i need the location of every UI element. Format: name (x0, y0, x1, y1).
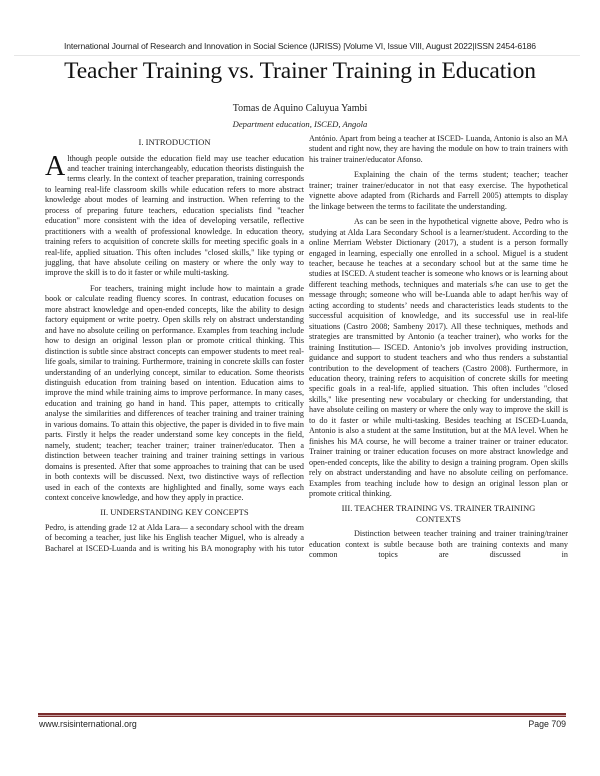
section-heading-contexts (309, 503, 568, 524)
intro-paragraph-2: For teachers, training might include how to maintain a grade book or calculate reading fluency scores. In contrast, education focuses on more abstract knowledge and open-ended concepts, like the ability to design factory equipment or write poetry. Open skills rely on abstract understanding and have no absolute ceiling on performance. Examples from teaching include how to design an original lesson plan or promote critical thinking. This distinction is subtle since abstract concepts can empower students to meet real-life goals, similar to training. Furthermore, training in concrete skills can foster understanding of an underlying concept, similar to education. Some theorists distinguish education from training based on intention. Education aims to improve the mind while training aims to improve performance. In many cases, education and training go hand in hand. This paper, attempts to critically analyse the similarities and differences of teacher training and trainer training in various domains. To attain this objective, the paper is divided in to five main parts. Firstly it helps the reader understand some key concepts in the field, namely, student; teacher; teacher trainer; trainer trainer/educator. Then a distinction between teacher training and trainer training settings in various domains is presented. After that some approaches to training that can be used in both contexts will be discussed. Next, two distinctive ways of reflection used in each of the contexts are highlighted and finally, some ways each context conceive knowledge, and how they apply in practice. (45, 283, 304, 502)
key-concepts-paragraph-3: As can be seen in the hypothetical vignette above, Pedro who is studying at Alda Lara Secondary School is a learner/student. According to the online Merriam Webster Dictionary (2017), a student is a person formally engaged in learning, especially one enrolled in a school. Miguel is a student teacher, because he teaches at a secondary school but at the same time he studies at ISCED. A student teacher is someone who knows or is learning about different teaching methods, techniques and materials s/he can use to get the message through; someone who will be-Luanda able to adapt her/his way of acting according to students’ needs and characteristics leads students to the successful acquisition of knowledge, and its successful use in real-life situations (Castro 2008; Sambeny 2017). All these techniques, methods and strategies are transmitted by Antonio (a teacher trainer), who works for the training Institution— ISCED. Antonio’s job involves providing instruction, guidance and support to student teachers and who thus renders a substantial contribution to the development of teachers (Castro 2008). Furthermore, in education theory, training refers to acquisition of concrete skills for meeting specific goals in a real-life, applied situation. This often includes "closed skills," like presenting new vocabulary or checking for understanding, that have absolute ceiling on mastery or where the only way to improve the skill is to do it faster or while multi-tasking. Besides teaching at ISCED-Luanda, Antonio is also a student at the same Institution, but at the MA level. When he finishes his MA course, he will become a trainer trainer or trainer educator. Trainer training or trainer education focuses on more abstract knowledge and open-ended concepts, like the ability to design a training program. Open skills rely on abstract understanding and have no absolute ceiling on perfomance. Examples from teaching include how to design an original lesson plan or promote critical thinking. (309, 217, 568, 498)
key-concepts-paragraph-1: Pedro, is attending grade 12 at Alda Lara— a secondary school with the dream of becoming a teacher, just like his English teacher Miguel, who is already a Bacharel at ISCED-Luanda and is writing his BA monography with his tutor (45, 522, 304, 553)
author-name: Tomas de Aquino Caluyua Yambi (232, 103, 368, 114)
section-heading-contexts-line-1: III. TEACHER TRAINING VS. TRAINER TRAINING (341, 503, 536, 514)
author-affiliation: Department education, ISCED, Angola (232, 119, 368, 129)
section-heading-key-concepts: II. UNDERSTANDING KEY CONCEPTS (100, 507, 249, 518)
contexts-paragraph-1: Distinction between teacher training and trainer training/trainer education context is subtle because both are training contexts and many common topics are discussed in (309, 529, 568, 560)
header-divider (14, 55, 580, 56)
intro-paragraph-1-text: lthough people outside the education field may use teacher education and teacher training interchangeably, education theorists distinguish the terms clearly. In the context of teacher preparation, training corresponds to learning real-life classroom skills while education refers to more abstract knowledge about modes of learning and instruction. When referring to the process of preparing future teachers, education specialists find "teacher education" more consistent with the idea of developing versatile, reflective practitioners with a wealth of professional knowledge. In education theory, training refers to acquisition of concrete skills for meeting specific goals in a real-life, applied situation. This often includes "closed skills," like typing or juggling, that have absolute ceiling on mastery or where the only way to improve the skill is to do it faster or while multi-tasking. (45, 153, 304, 278)
paper-title: Teacher Training vs. Trainer Training in Education (64, 58, 536, 84)
section-heading-introduction: I. INTRODUCTION (138, 137, 211, 147)
running-header: International Journal of Research and Innovation in Social Science (IJRISS) |Volume VI, Issue VIII, August 2022|ISSN 2454-6186 (64, 41, 536, 51)
intro-paragraph-1 (45, 150, 304, 279)
key-concepts-paragraph-1-continued: António. Apart from being a teacher at ISCED- Luanda, Antonio is also an MA student and right now, they are having the module on how to train trainers with his trainer trainer/educator Afonso. (309, 134, 568, 164)
section-heading-contexts-line-2: CONTEXTS (416, 513, 461, 524)
key-concepts-paragraph-2: Explaining the chain of the terms student; teacher; teacher trainer; trainer trainer/educator in not that easy exercise. The hypothetical vignette above adapted from (Richards and Farrell 2005) attempts to display the linkage between the terms to facilitate the understanding. (309, 170, 568, 211)
footer-website-link[interactable]: www.rsisinternational.org (39, 719, 137, 729)
page-number: Page 709 (528, 719, 566, 729)
right-column (309, 134, 568, 561)
footer-divider-lower (38, 716, 566, 717)
left-column (45, 137, 304, 554)
drop-cap: A (45, 150, 66, 182)
